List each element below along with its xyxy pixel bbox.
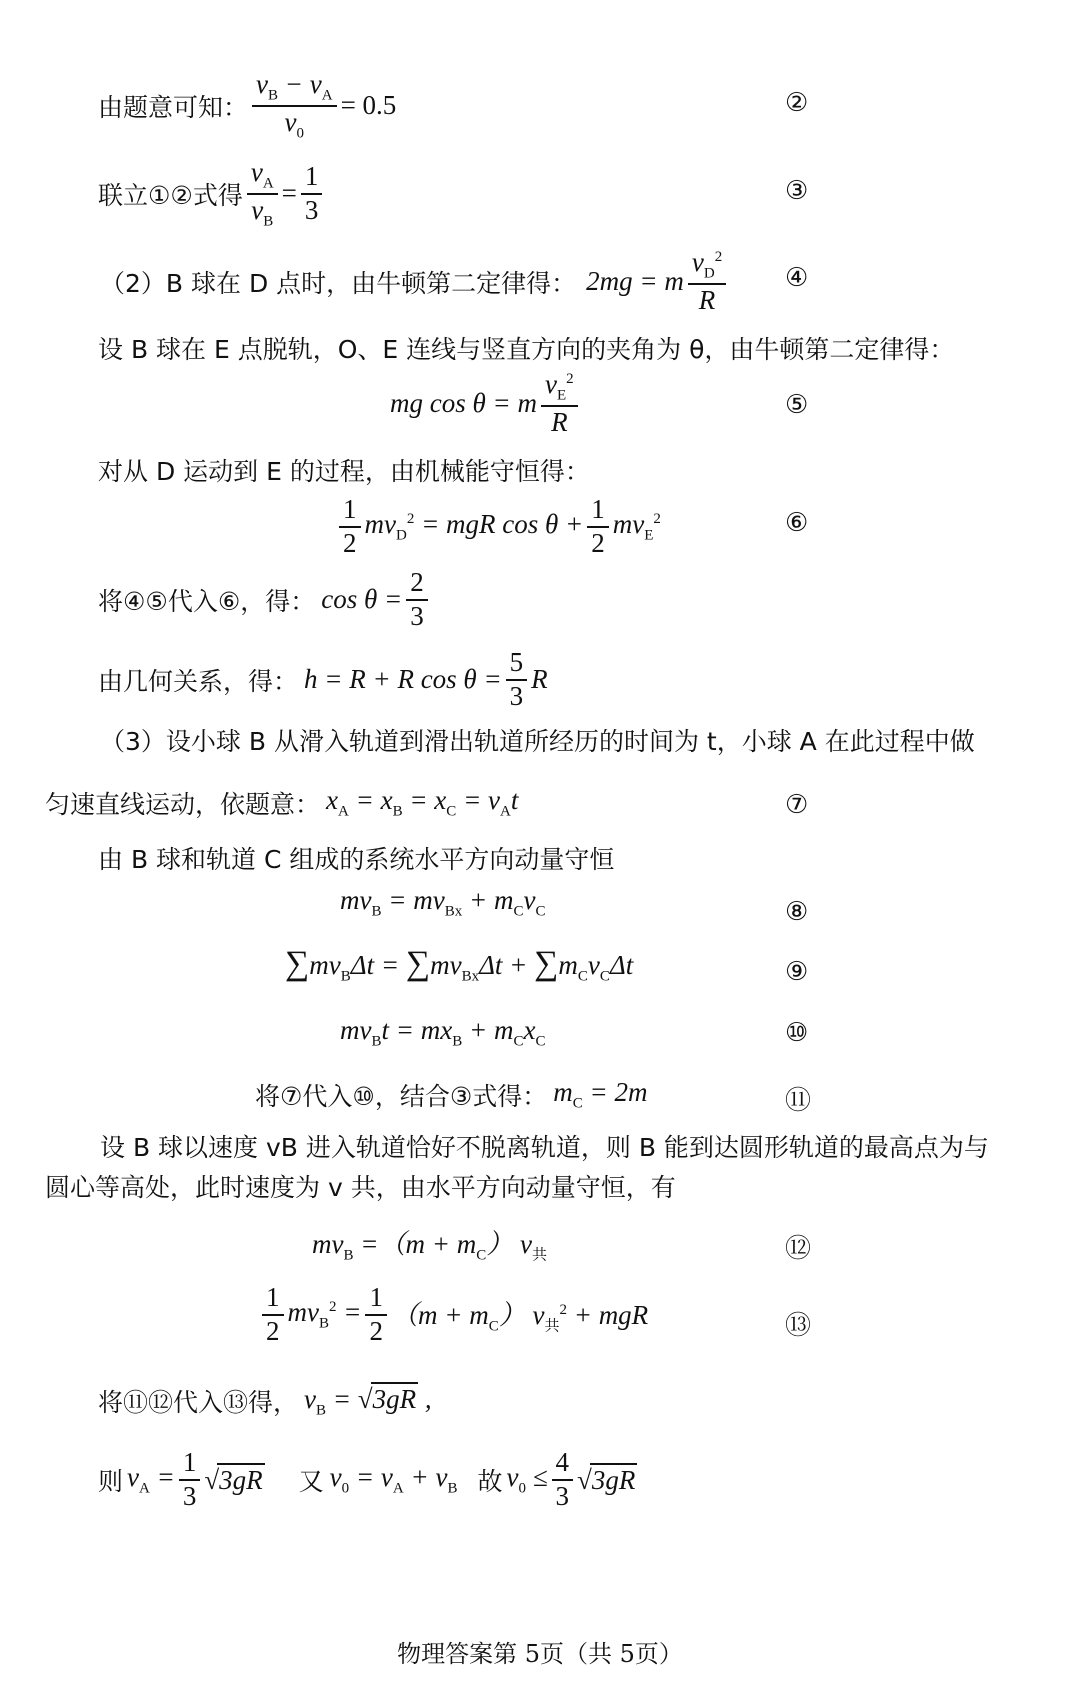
line-label: 由题意可知： xyxy=(98,92,249,122)
fraction: $\frac{4}{3}$ xyxy=(552,1448,574,1511)
line-text: 圆心等高处，此时速度为 v 共，由水平方向动量守恒，有 xyxy=(45,1173,676,1202)
fraction: $\frac{1}{3}$ xyxy=(179,1448,201,1511)
equation-line-19: $mv_B =(m + m_C)$ $v_共$ xyxy=(312,1229,547,1264)
equation-line-1 xyxy=(98,70,396,142)
equation-number: ⑫ xyxy=(785,1234,812,1264)
equation-line-7: $\frac{1}{2}$ $mv_D^2$ = mgR cos θ + $\frac{1}{2}$ $mv_E^2$ xyxy=(335,495,661,558)
equation-number: ④ xyxy=(785,263,809,293)
equation-line-22: 则 $v_A$ = $\frac{1}{3}$ √3gR 又 $v_0 = v_A + v_B$ 故 $v_0$ ≤ $\frac{4}{3}$ √3gR xyxy=(98,1447,636,1511)
fraction: $\frac{2}{3}$ xyxy=(406,568,428,631)
equation-line-13: $mv_B = mv_{Bx} + m_Cv_C$ xyxy=(340,885,546,920)
line-label: 联立①②式得 xyxy=(98,180,243,210)
equation-number: ⑧ xyxy=(785,897,809,927)
equation-line-14: $\sum mv_B\Delta t = \sum mv_{Bx}\Delta t + \sum m_Cv_C\Delta t$ xyxy=(285,945,634,985)
equation-line-21: 将⑪⑫代入⑬得， $v_B = √3gR$ , xyxy=(98,1384,432,1419)
equation-number: ⑪ xyxy=(785,1086,812,1116)
fraction: $\frac{v_A}{v_B}$ xyxy=(247,158,278,230)
line-label: 又 xyxy=(298,1466,324,1496)
line-text: 由 B 球和轨道 C 组成的系统水平方向动量守恒 xyxy=(98,845,615,874)
equation-line-9: 由几何关系，得： h = R + R cos θ = $\frac{5}{3}$ R xyxy=(98,647,548,711)
fraction: $\frac{v_E^2}{R}$ xyxy=(541,370,578,438)
text-line-12 xyxy=(98,840,614,876)
line-text: （3）设小球 B 从滑入轨道到滑出轨道所经历的时间为 t，小球 A 在此过程中做 xyxy=(100,727,975,756)
equation-line-15: $mv_Bt = mx_B + m_Cx_C$ xyxy=(340,1015,546,1050)
line-label: 将⑦代入⑩，结合③式得： xyxy=(255,1082,548,1111)
text-line-6 xyxy=(98,452,590,488)
line-label: 故 xyxy=(477,1466,503,1496)
equation-number: ⑩ xyxy=(785,1018,809,1048)
fraction: $\frac{5}{3}$ xyxy=(506,648,528,711)
equation-line-20: $\frac{1}{2}$ $mv_B^2$ = $\frac{1}{2}$ $(m + m_C)$ $v_共^2$ + mgR xyxy=(258,1283,648,1346)
equation-line-8: 将④⑤代入⑥，得： cos θ = $\frac{2}{3}$ xyxy=(98,568,432,631)
line-label: （2）B 球在 D 点时，由牛顿第二定律得： xyxy=(100,268,577,298)
equation-line-3: （2）B 球在 D 点时，由牛顿第二定律得： 2mg = m $\frac{v_D^2}{R}$ xyxy=(100,248,730,316)
line-label: 匀速直线运动，依题意： xyxy=(45,790,321,819)
fraction: $\frac{1}{3}$ xyxy=(301,162,323,225)
equation-rhs: = 0.5 xyxy=(340,90,397,121)
equation-number: ⑥ xyxy=(785,508,809,538)
fraction: $\frac{1}{2}$ xyxy=(587,495,609,558)
equation-line-2: 联立①②式得 $\frac{v_A}{v_B}$ = $\frac{1}{3}$ xyxy=(98,158,326,230)
equation-number: ③ xyxy=(785,176,809,206)
equation-number: ⑬ xyxy=(785,1311,812,1341)
equation-number: ② xyxy=(785,88,809,118)
equation-number: ⑨ xyxy=(785,957,809,987)
text-line-17 xyxy=(100,1128,989,1164)
fraction: $\frac{1}{2}$ xyxy=(262,1283,284,1346)
line-label: 则 xyxy=(98,1466,124,1496)
line-text: 对从 D 运动到 E 的过程，由机械能守恒得： xyxy=(98,457,590,486)
fraction: $\frac{v_D^2}{R}$ xyxy=(688,248,726,316)
equation-line-16: 将⑦代入⑩，结合③式得： $m_C = 2m$ xyxy=(255,1077,648,1112)
page-footer: 物理答案第 5页（共 5页） xyxy=(397,1640,683,1668)
line-text: 设 B 球在 E 点脱轨，O、E 连线与竖直方向的夹角为 θ，由牛顿第二定律得： xyxy=(98,335,955,364)
fraction: $\frac{1}{2}$ xyxy=(365,1283,387,1346)
fraction: $\frac{1}{2}$ xyxy=(339,495,361,558)
line-label: 由几何关系，得： xyxy=(98,666,299,696)
line-label: 将④⑤代入⑥，得： xyxy=(98,586,316,616)
equation-number: ⑤ xyxy=(785,390,809,420)
fraction: $\frac{v_B - v_A}{v_0}$ xyxy=(252,70,337,142)
line-text: 设 B 球以速度 vB 进入轨道恰好不脱离轨道，则 B 能到达圆形轨道的最高点为与 xyxy=(100,1133,989,1162)
equation-line-11: 匀速直线运动，依题意： $x_A = x_B = x_C = v_At$ xyxy=(45,785,519,820)
text-line-10 xyxy=(100,722,975,758)
line-label: 将⑪⑫代入⑬得， xyxy=(98,1387,299,1417)
equation-number: ⑦ xyxy=(785,790,809,820)
equation-line-5: mg cos θ = m $\frac{v_E^2}{R}$ xyxy=(390,370,582,438)
text-line-18 xyxy=(45,1168,676,1204)
text-line-4 xyxy=(98,330,954,366)
